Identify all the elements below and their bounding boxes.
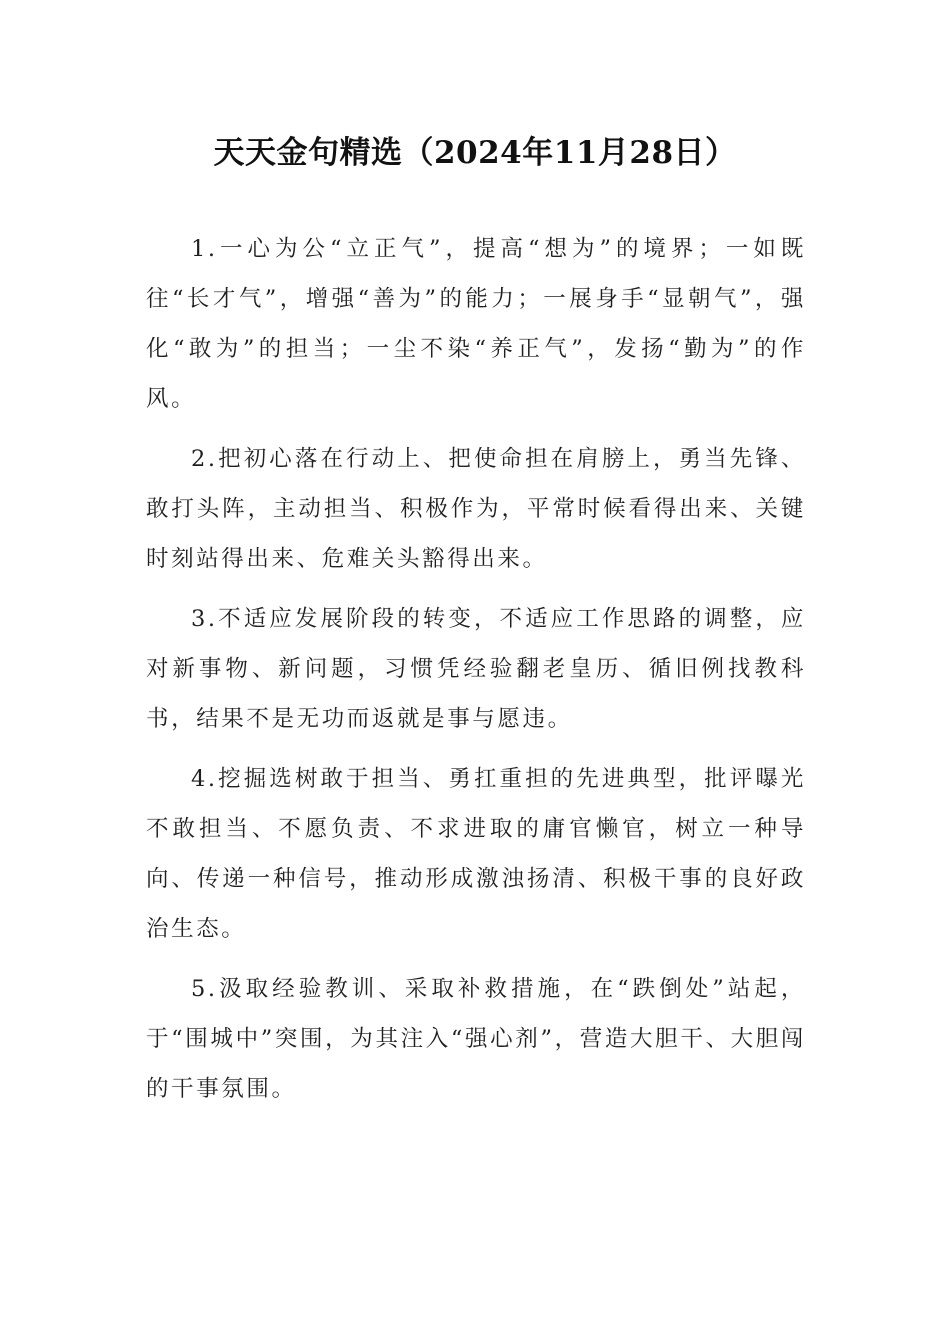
paragraph-2: 2.把初心落在行动上、把使命担在肩膀上，勇当先锋、敢打头阵，主动担当、积极作为，平常时候看得出来、关键时刻站得出来、危难关头豁得出来。 — [146, 446, 806, 572]
paragraph-3: 3.不适应发展阶段的转变，不适应工作思路的调整，应对新事物、新问题，习惯凭经验翻老皇历、循旧例找教科书，结果不是无功而返就是事与愿违。 — [146, 606, 806, 732]
paragraph-1: 1.一心为公“立正气”，提高“想为”的境界；一如既往“长才气”，增强“善为”的能力；一展身手“显朝气”，强化“敢为”的担当；一尘不染“养正气”，发扬“勤为”的作风。 — [146, 236, 806, 412]
document-title: 天天金句精选（2024年11月28日） — [213, 135, 737, 171]
document-body — [146, 224, 806, 1124]
paragraph-5: 5.汲取经验教训、采取补救措施，在“跌倒处”站起，于“围城中”突围，为其注入“强心剂”，营造大胆干、大胆闯的干事氛围。 — [146, 976, 806, 1102]
paragraph-4: 4.挖掘选树敢于担当、勇扛重担的先进典型，批评曝光不敢担当、不愿负责、不求进取的庸官懒官，树立一种导向、传递一种信号，推动形成激浊扬清、积极干事的良好政治生态。 — [146, 766, 806, 942]
